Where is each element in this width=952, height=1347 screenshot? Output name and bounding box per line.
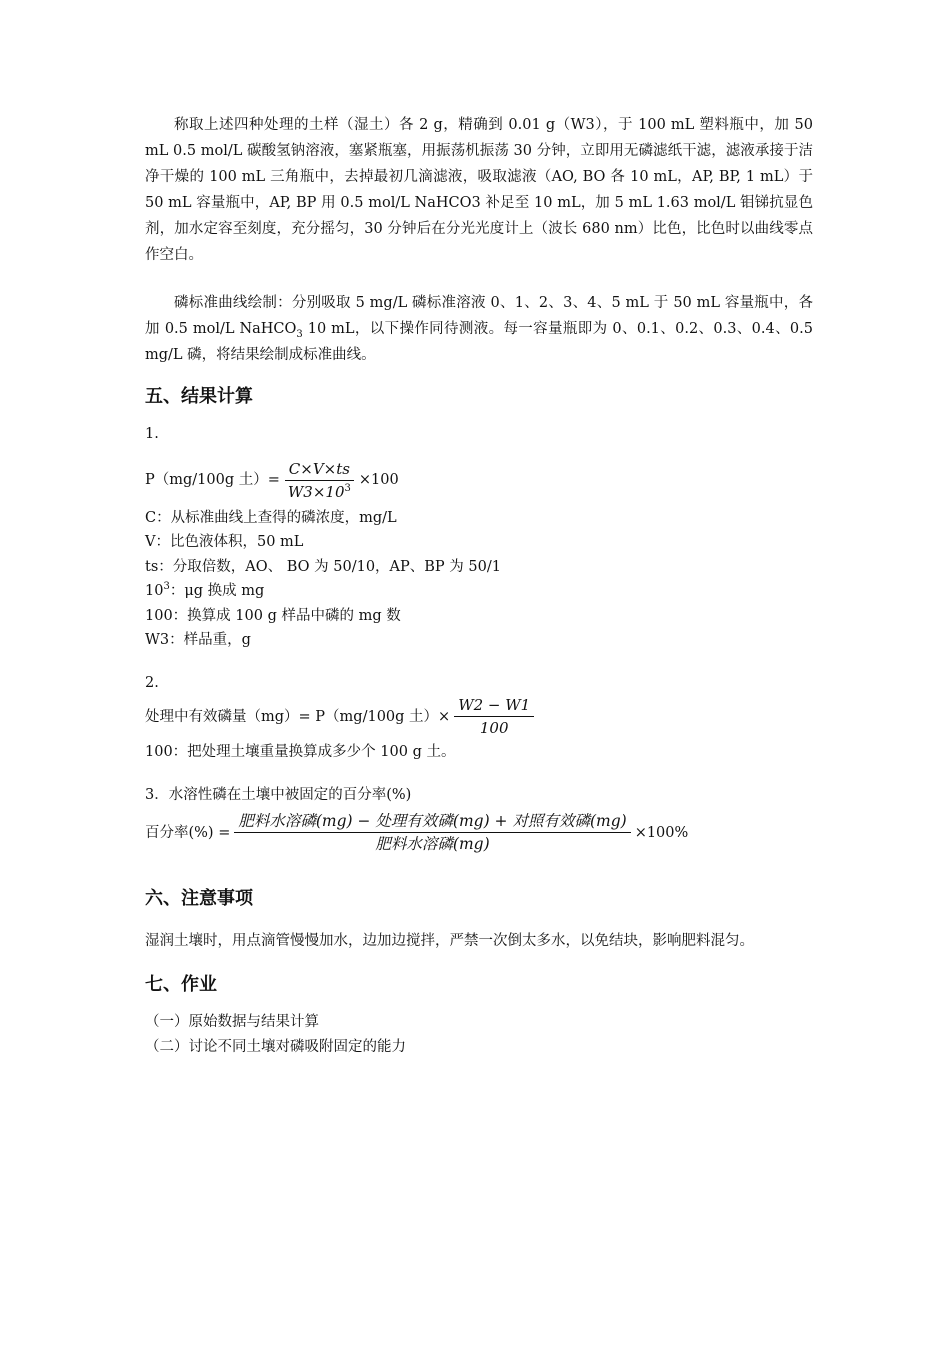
formula-fixation-rate [145, 811, 813, 854]
formula-effective-phosphorus [145, 695, 813, 738]
formula-fixation-rhs: ×100% [634, 824, 689, 841]
formula-fixation-numerator: 肥料水溶磷(mg) − 处理有效磷(mg) + 对照有效磷(mg) [234, 811, 630, 833]
formula-effective-fraction [454, 695, 534, 738]
document-page [145, 112, 813, 1059]
formula-phosphorus-lhs: P（mg/100g 土）= [145, 472, 280, 488]
definition-power [145, 579, 813, 604]
formula-fixation-fraction [234, 811, 630, 854]
heading-result-calculation: 五、结果计算 [145, 386, 253, 407]
standard-curve-text-b: 10 mL，以下操作同待测液。每一容量瓶即为 0、0.1、0.2、0.3、0.4、0.5 mg/L 磷，将结果绘制成标准曲线。 [145, 321, 813, 363]
formula-fixation-lhs: 百分率(%) = [145, 824, 231, 841]
formula-phosphorus-rhs: ×100 [358, 472, 399, 488]
standard-curve-subscript: 3 [296, 328, 303, 340]
definition-power-exponent: 3 [163, 581, 170, 593]
formula-fixation-denominator: 肥料水溶磷(mg) [375, 835, 490, 853]
item-2-number: 2. [145, 674, 159, 691]
formula-phosphorus-exponent: 3 [344, 482, 351, 494]
definition-power-text: ：μg 换成 mg [169, 583, 265, 599]
formula-phosphorus [145, 459, 813, 502]
formula-phosphorus-denominator-base: W3×10 [287, 482, 345, 501]
definition-100: 100：换算成 100 g 样品中磷的 mg 数 [145, 607, 401, 624]
definition-v: V：比色液体积，50 mL [145, 534, 304, 550]
heading-precautions: 六、注意事项 [145, 888, 253, 909]
formula-effective-lhs: 处理中有效磷量（mg）= P（mg/100g 土）× [145, 708, 451, 725]
homework-item-1: （一）原始数据与结果计算 [145, 1014, 319, 1030]
formula-effective-denominator: 100 [479, 719, 509, 737]
formula-effective-numerator: W2 − W1 [454, 695, 534, 717]
precautions-paragraph: 湿润土壤时，用点滴管慢慢加水，边加边搅拌，严禁一次倒太多水，以免结块，影响肥料混匀。 [145, 933, 754, 949]
formula-phosphorus-numerator: C×V×ts [285, 459, 354, 481]
standard-curve-paragraph [145, 290, 813, 368]
item-1-number: 1. [145, 426, 159, 442]
definition-ts: ts：分取倍数，AO、 BO 为 50/10，AP、BP 为 50/1 [145, 558, 501, 575]
definition-c: C：从标准曲线上查得的磷浓度，mg/L [145, 509, 397, 526]
item-3-title: 3．水溶性磷在土壤中被固定的百分率(%) [145, 786, 412, 803]
method-paragraph: 称取上述四种处理的土样（湿土）各 2 g，精确到 0.01 g（W3），于 100 mL 塑料瓶中，加 50 mL 0.5 mol/L 碳酸氢钠溶液，塞紧瓶塞，用振荡机振荡 30 分钟，立即用无磷滤纸干滤，滤液承接于洁净干燥的 100 mL 三角瓶中，去掉最初几滴滤液，吸取滤液（AO, BO 各 10 mL，AP, BP, 1 mL）于 50 mL 容量瓶中，AP, BP 用 0.5 mol/L NaHCO3 补足至 10 mL，加 5 mL 1.63 mol/L 钼锑抗显色剂，加水定容至刻度，充分摇匀，30 分钟后在分光光度计上（波长 680 nm）比色，比色时以曲线零点作空白。 [145, 117, 813, 263]
formula-phosphorus-denominator [284, 481, 355, 502]
definition-power-base: 10 [145, 583, 164, 599]
definition-w3: W3：样品重，g [145, 632, 251, 648]
homework-item-2: （二）讨论不同土壤对磷吸附固定的能力 [145, 1038, 406, 1055]
formula-phosphorus-fraction [284, 459, 355, 502]
item-2-note: 100：把处理土壤重量换算成多少个 100 g 土。 [145, 744, 456, 760]
standard-curve-text-a: 磷标准曲线绘制：分别吸取 5 mg/L 磷标准溶液 0、1、2、3、4、5 mL 于 50 mL 容量瓶中，各加 0.5 mol/L NaHCO [145, 295, 813, 337]
heading-homework: 七、作业 [145, 974, 217, 995]
